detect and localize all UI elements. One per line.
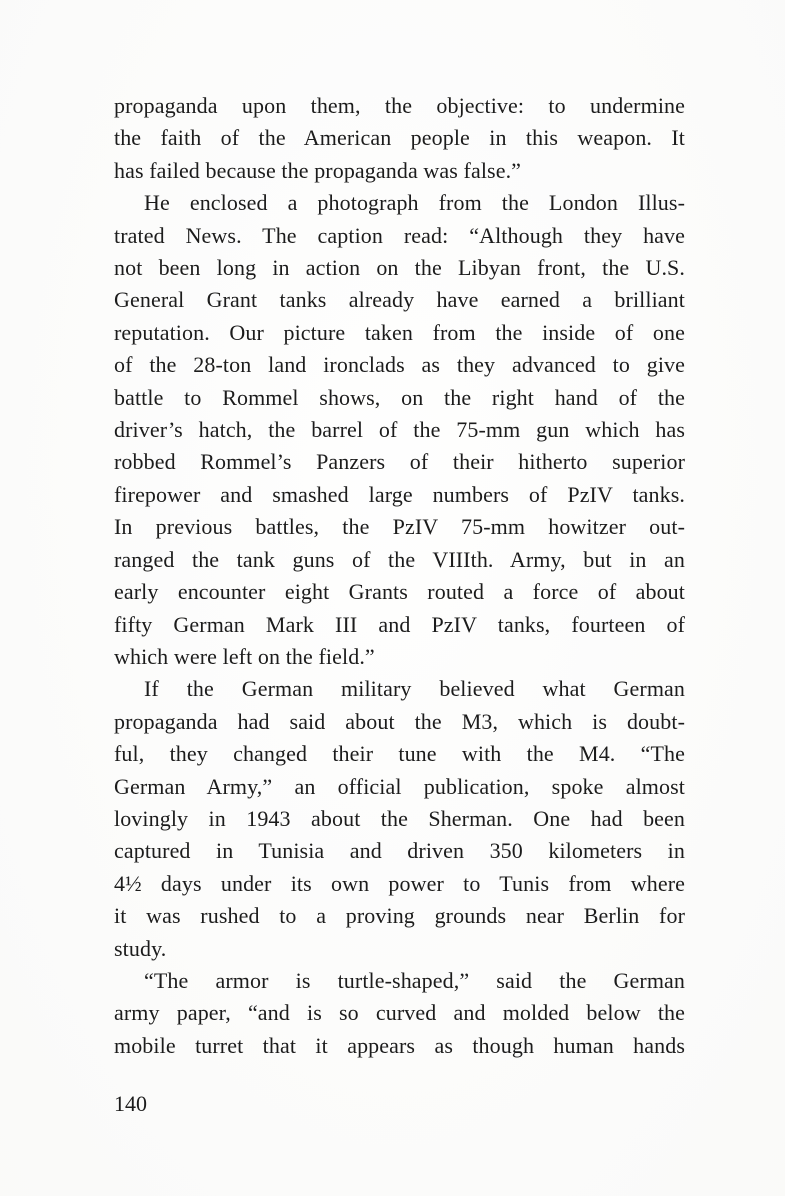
text-line: of the 28-ton land ironclads as they advanced to give	[114, 352, 685, 378]
text-line: has failed because the propaganda was false.”	[114, 157, 522, 183]
body-text	[114, 90, 685, 1062]
text-line: “The armor is turtle-shaped,” said the German	[144, 967, 685, 993]
text-line: the faith of the American people in this weapon. It	[114, 125, 685, 151]
text-line: battle to Rommel shows, on the right hand of the	[114, 384, 685, 410]
text-line: lovingly in 1943 about the Sherman. One had been	[114, 805, 685, 831]
text-line: propaganda had said about the M3, which is doubt-	[114, 708, 685, 734]
text-line: driver’s hatch, the barrel of the 75-mm gun which has	[114, 417, 685, 443]
text-line: it was rushed to a proving grounds near Berlin for	[114, 903, 685, 929]
text-line: fifty German Mark III and PzIV tanks, fourteen of	[114, 611, 685, 637]
text-line: trated News. The caption read: “Although they have	[114, 222, 685, 248]
text-line: reputation. Our picture taken from the inside of one	[114, 319, 685, 345]
page-number: 140	[114, 1091, 147, 1116]
text-line: He enclosed a photograph from the London Illus-	[144, 190, 685, 216]
text-line: propaganda upon them, the objective: to undermine	[114, 93, 685, 118]
text-line: General Grant tanks already have earned a brilliant	[114, 287, 685, 313]
text-line: 4½ days under its own power to Tunis from where	[114, 870, 685, 896]
text-line: army paper, “and is so curved and molded below the	[114, 1000, 685, 1026]
text-line: ful, they changed their tune with the M4. “The	[114, 741, 685, 767]
text-line: captured in Tunisia and driven 350 kilometers in	[114, 838, 685, 864]
text-line: firepower and smashed large numbers of PzIV tanks.	[114, 481, 685, 507]
text-line: In previous battles, the PzIV 75-mm howitzer out-	[114, 514, 685, 540]
text-line: which were left on the field.”	[114, 643, 375, 669]
text-line: If the German military believed what German	[144, 676, 685, 702]
text-line: not been long in action on the Libyan front, the U.S.	[114, 255, 685, 281]
text-line: robbed Rommel’s Panzers of their hitherto superior	[114, 449, 685, 475]
text-line: German Army,” an official publication, spoke almost	[114, 773, 685, 799]
text-line: early encounter eight Grants routed a force of about	[114, 579, 685, 605]
text-line: mobile turret that it appears as though human hands	[114, 1032, 685, 1058]
text-line: study.	[114, 935, 167, 961]
text-line: ranged the tank guns of the VIIIth. Army, but in an	[114, 546, 685, 572]
